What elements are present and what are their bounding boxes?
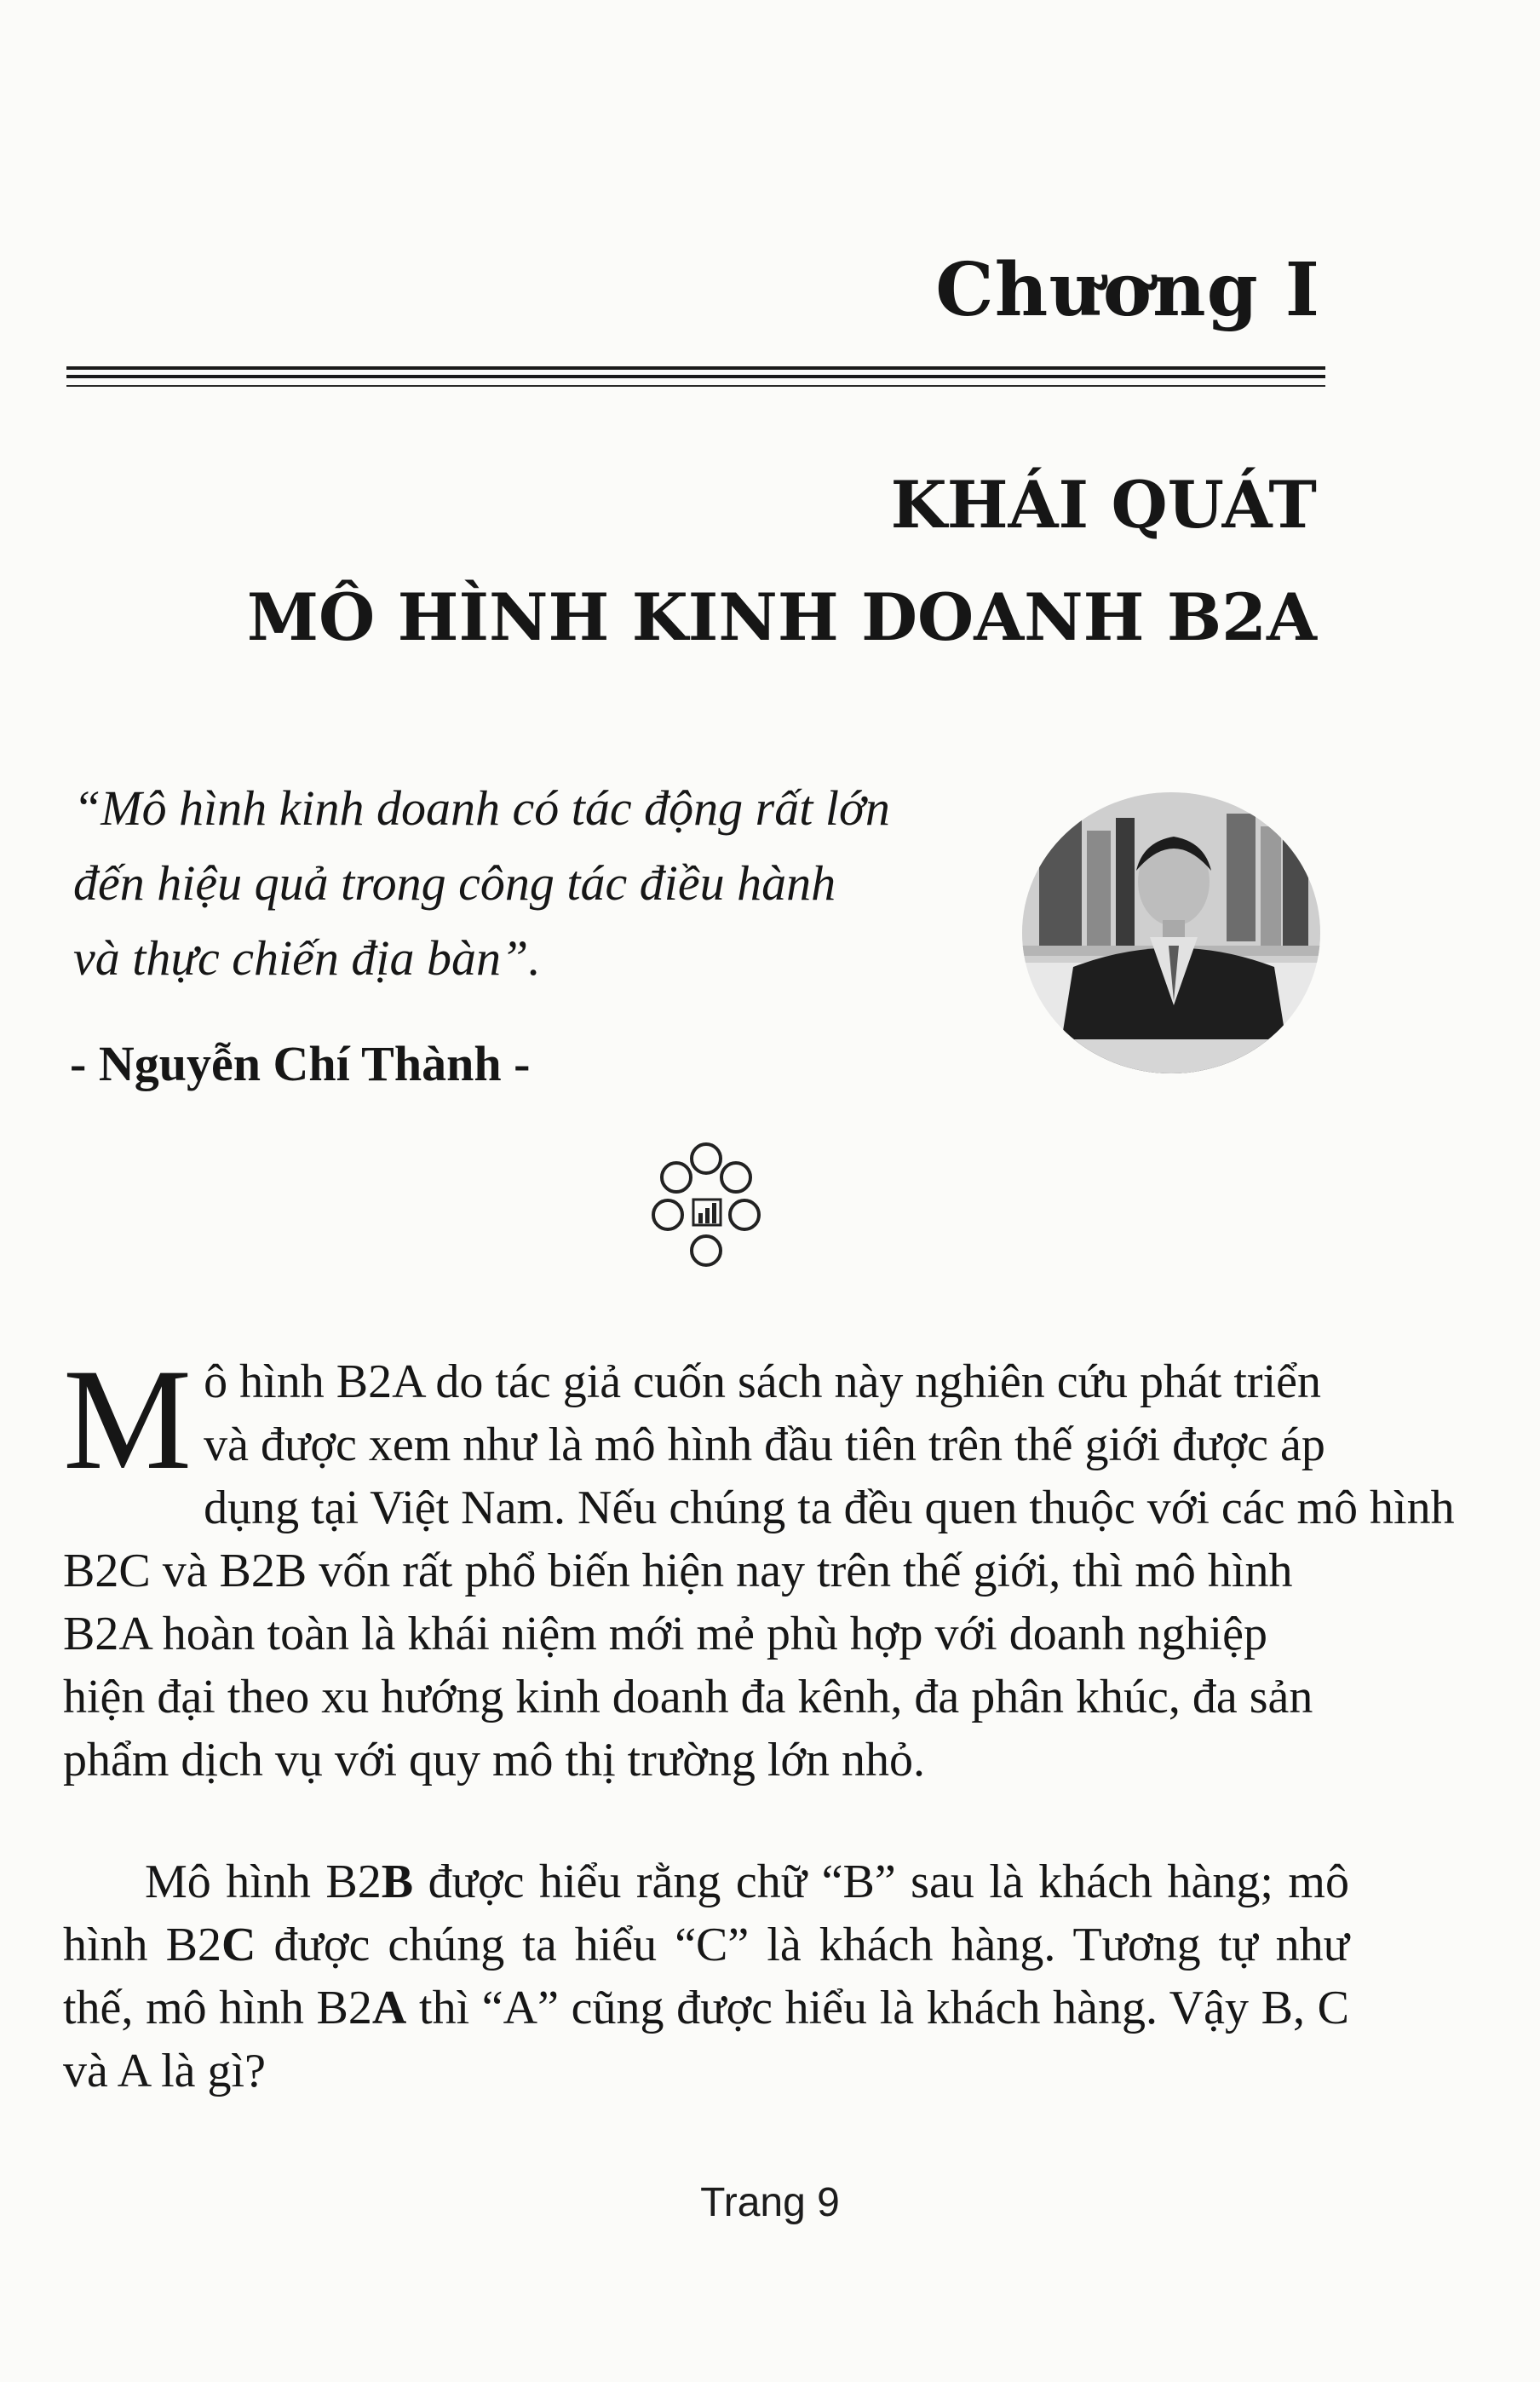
chapter-rule-bottom xyxy=(66,385,1325,387)
paragraph-2 xyxy=(63,1850,1349,2103)
author-portrait xyxy=(1022,792,1320,1073)
quote-line: và thực chiến địa bàn”. xyxy=(73,930,541,986)
chapter-rule-middle xyxy=(66,375,1325,378)
drop-cap: M xyxy=(63,1339,192,1499)
bold-letter: B xyxy=(381,1856,414,1908)
paragraph-2-text: được chúng ta hiểu “C” là khách hàng. Tương tự như thế, mô hình B2 xyxy=(63,1919,1349,2034)
paragraph-line: dụng tại Việt Nam. Nếu chúng ta đều quen thuộc với các mô hình xyxy=(204,1482,1455,1534)
paragraph-line: và được xem như là mô hình đầu tiên trên thế giới được áp xyxy=(204,1418,1325,1471)
portrait-photo xyxy=(1022,792,1320,1073)
epigraph-quote xyxy=(73,771,993,996)
heading-line-2: MÔ HÌNH KINH DOANH B2A xyxy=(246,579,1317,655)
bold-letter: C xyxy=(221,1919,256,1971)
bold-letter: A xyxy=(371,1982,407,2034)
paragraph-1 xyxy=(63,1339,1455,1792)
paragraph-2-text: Mô hình B2 xyxy=(145,1856,382,1908)
paragraph-2-text: được hiểu rằng chữ “B” sau là khách hàng; mô hình B2 xyxy=(63,1856,1349,1971)
paragraph-2-text: thì “A” cũng được hiểu là khách hàng. Vậy B, C và A là gì? xyxy=(63,1982,1350,2097)
page-number: Trang 9 xyxy=(700,2180,840,2225)
paragraph-line: B2A hoàn toàn là khái niệm mới mẻ phù hợp với doanh nghiệp xyxy=(63,1608,1267,1660)
quote-line: “Mô hình kinh doanh có tác động rất lớn xyxy=(73,780,890,836)
quote-line: đến hiệu quả trong công tác điều hành xyxy=(73,855,836,911)
chain-ornament-icon xyxy=(642,1142,770,1278)
paragraph-line: phẩm dịch vụ với quy mô thị trường lớn nhỏ. xyxy=(63,1734,926,1786)
paragraph-line: hiện đại theo xu hướng kinh doanh đa kênh, đa phân khúc, đa sản xyxy=(63,1671,1313,1723)
chapter-rule-top xyxy=(66,366,1325,370)
chapter-title: Chương I xyxy=(935,247,1320,333)
heading-line-1: KHÁI QUÁT xyxy=(890,467,1317,543)
paragraph-line: B2C và B2B vốn rất phổ biến hiện nay trên thế giới, thì mô hình xyxy=(63,1545,1293,1597)
paragraph-line: ô hình B2A do tác giả cuốn sách này nghiên cứu phát triển xyxy=(204,1355,1321,1408)
quote-attribution: - Nguyễn Chí Thành - xyxy=(70,1036,531,1091)
